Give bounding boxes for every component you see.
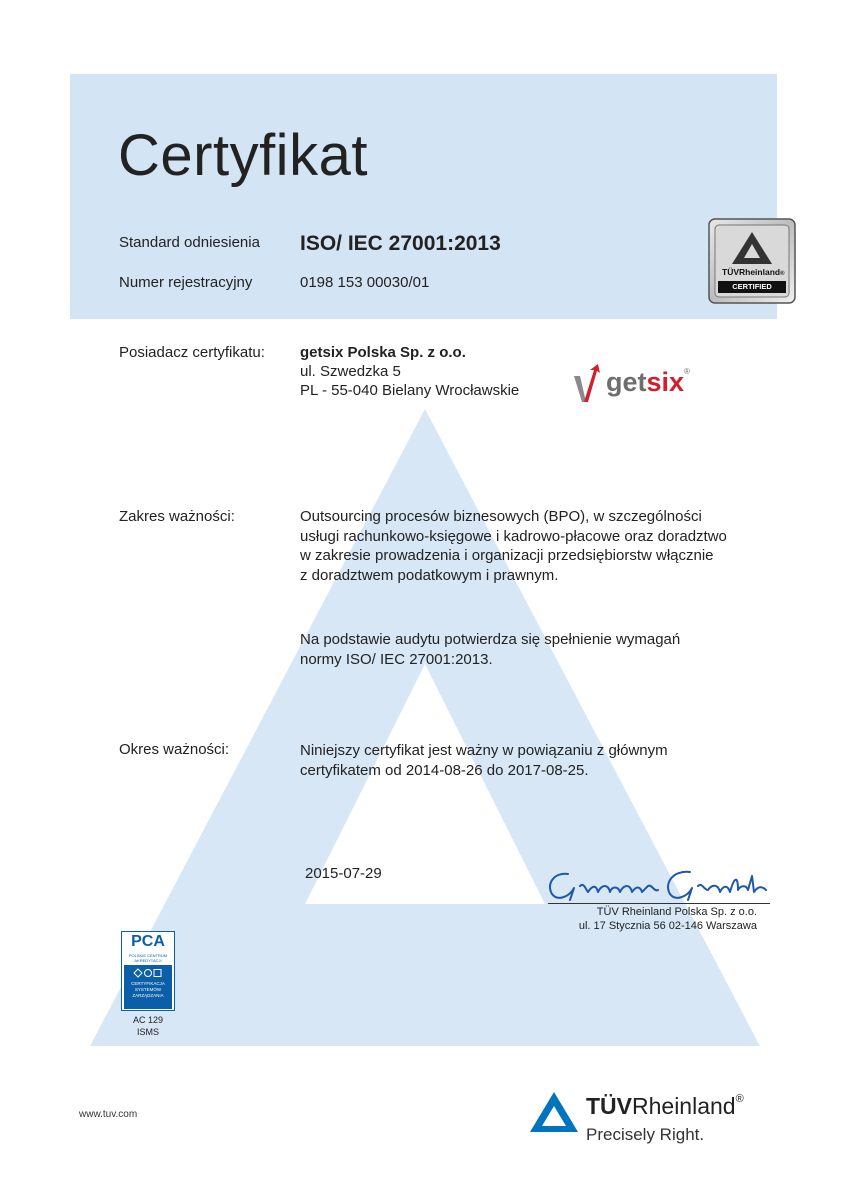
signature [540,862,775,912]
validity-text [300,741,668,780]
scope-label: Zakres ważności: [119,508,235,525]
tuv-rheinland-logo [528,1090,788,1156]
holder-city: PL - 55-040 Bielany Wrocławskie [300,382,520,399]
website-link[interactable]: www.tuv.com [79,1109,138,1120]
tuv-triangle-icon [528,1090,580,1134]
signature-line [548,903,770,904]
pca-line: SYSTEMÓW [134,987,162,992]
issuer-address: ul. 17 Stycznia 56 02-146 Warszawa [578,920,757,932]
holder-street: ul. Szwedzka 5 [300,363,401,380]
seal-brand: TÜVRheinland [722,267,781,277]
scope-line: z doradztwem podatkowym i prawnym. [300,566,559,584]
pca-symbol-icon [133,968,163,978]
getsix-logo [572,364,712,404]
getsix-text-six: six [646,367,685,397]
tuv-brand-regular: Rheinland [632,1093,736,1119]
seal-badge: CERTIFIED [732,282,772,291]
pca-line: CERTYFIKACJA [131,981,165,986]
standard-value: ISO/ IEC 27001:2013 [300,232,501,255]
scope-line: w zakresie prowadzenia i organizacji przedsiębiorstw włącznie [300,547,714,564]
pca-accreditation-mark [121,931,175,1011]
seal-reg: ® [780,271,785,277]
standard-label: Standard odniesienia [119,234,260,251]
issuer-name: TÜV Rheinland Polska Sp. z o.o. [596,906,757,918]
validity-line: Niniejszy certyfikat jest ważny w powiązaniu z głównym [300,742,668,759]
holder-label: Posiadacz certyfikatu: [119,344,265,361]
audit-line: Na podstawie audytu potwierdza się spełnienie wymagań [300,631,681,648]
pca-code: AC 129 [132,1015,164,1025]
registration-label: Numer rejestracyjny [119,274,253,291]
pca-line: ZARZĄDZANIA [132,993,164,998]
validity-line: certyfikatem od 2014-08-26 do 2017-08-25. [300,761,589,779]
issue-date: 2015-07-29 [305,865,382,882]
getsix-reg: ® [684,367,690,376]
audit-line: normy ISO/ IEC 27001:2013. [300,650,493,668]
registration-value: 0198 153 00030/01 [300,274,430,291]
holder-name: getsix Polska Sp. z o.o. [300,344,466,361]
tuv-slogan: Precisely Right. [586,1125,705,1144]
pca-logo-text: PCA [131,933,165,950]
audit-text [300,630,680,669]
pca-line: AKREDYTACJI [134,958,162,963]
tuv-reg: ® [735,1093,744,1105]
certificate-title: Certyfikat [118,123,368,188]
getsix-text-get: get [606,367,647,397]
tuv-brand-bold: TÜV [586,1093,632,1119]
pca-line: POLSKIE CENTRUM [128,953,168,958]
pca-scheme: ISMS [136,1027,159,1037]
getsix-arrow-icon [572,364,608,404]
scope-line: Outsourcing procesów biznesowych (BPO), w szczególności [300,508,702,525]
tuv-certified-seal [708,218,796,304]
validity-label: Okres ważności: [119,741,230,758]
scope-text [300,507,727,585]
scope-line: usługi rachunkowo-księgowe i kadrowo-płacowe oraz doradztwo [300,527,727,545]
